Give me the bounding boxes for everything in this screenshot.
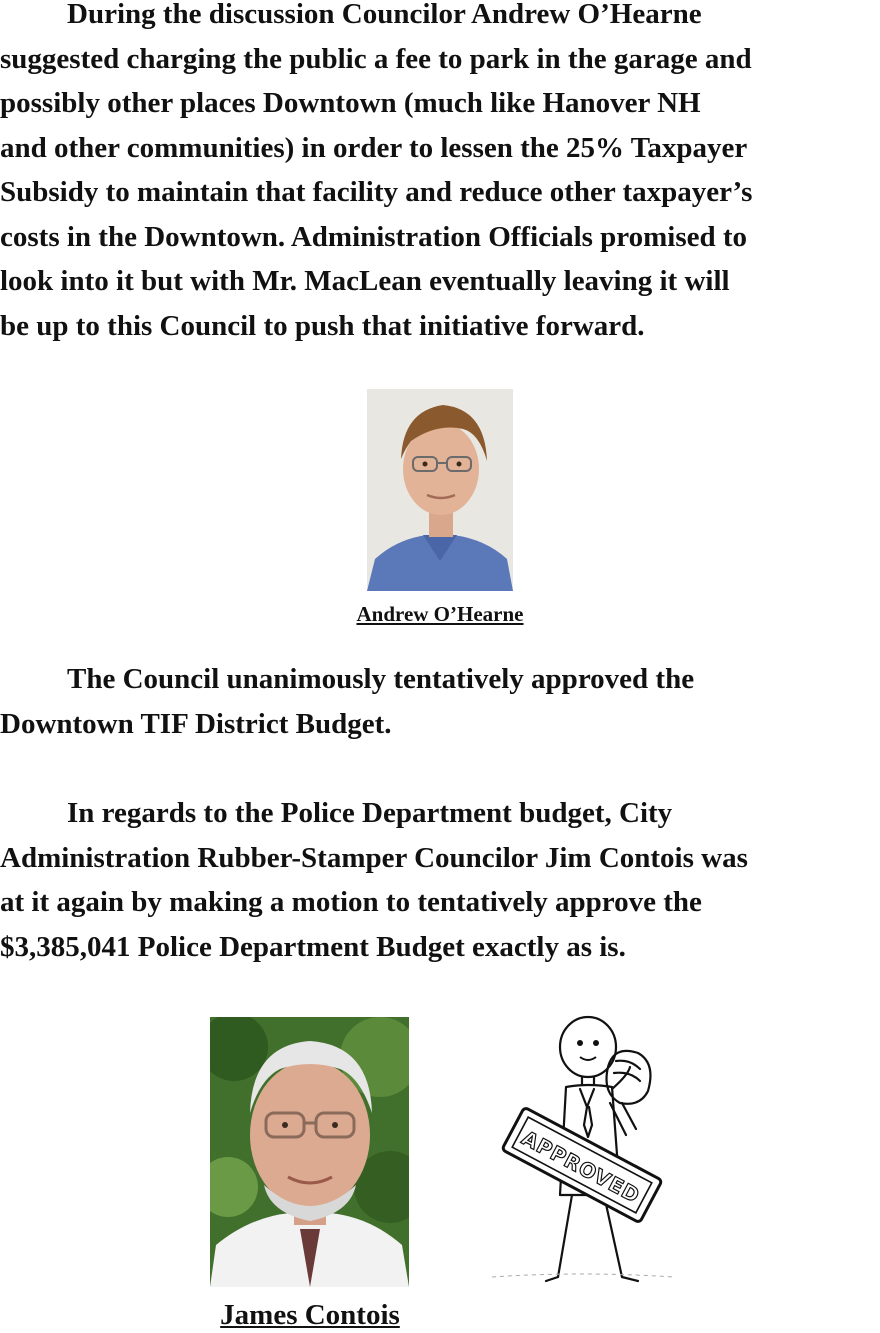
paragraph-ohearne-parking-fee — [0, 0, 880, 348]
andrew-ohearne-caption: Andrew O’Hearne — [356, 602, 524, 626]
text-line: During the discussion Councilor Andrew O’Hearne — [67, 0, 702, 30]
text-line: Administration Rubber-Stamper Councilor Jim Contois was — [0, 841, 748, 874]
paragraph-tif-budget — [0, 657, 880, 746]
text-line: In regards to the Police Department budget, City — [67, 797, 673, 829]
text-line: look into it but with Mr. MacLean eventually leaving it will — [0, 265, 730, 297]
text-line: possibly other places Downtown (much like Hanover NH — [0, 87, 701, 119]
text-line: suggested charging the public a fee to park in the garage and — [0, 42, 752, 75]
paragraph-police-budget — [0, 791, 880, 969]
approved-stamp-cartoon — [490, 1015, 675, 1290]
james-contois-caption: James Contois — [220, 1299, 400, 1331]
text-line: Subsidy to maintain that facility and reduce other taxpayer’s — [0, 176, 753, 208]
james-contois-photo — [210, 1017, 409, 1287]
stamp-label: APPROVED — [517, 1125, 645, 1208]
text-line: at it again by making a motion to tentatively approve the — [0, 886, 702, 918]
text-line: and other communities) in order to lessen the 25% Taxpayer — [0, 131, 748, 164]
text-line: Downtown TIF District Budget. — [0, 707, 392, 740]
text-line: be up to this Council to push that initiative forward. — [0, 309, 645, 342]
text-line: The Council unanimously tentatively approved the — [67, 663, 695, 695]
text-line: costs in the Downtown. Administration Officials promised to — [0, 220, 748, 253]
andrew-ohearne-photo — [367, 389, 513, 591]
text-line: $3,385,041 Police Department Budget exactly as is. — [0, 930, 626, 963]
